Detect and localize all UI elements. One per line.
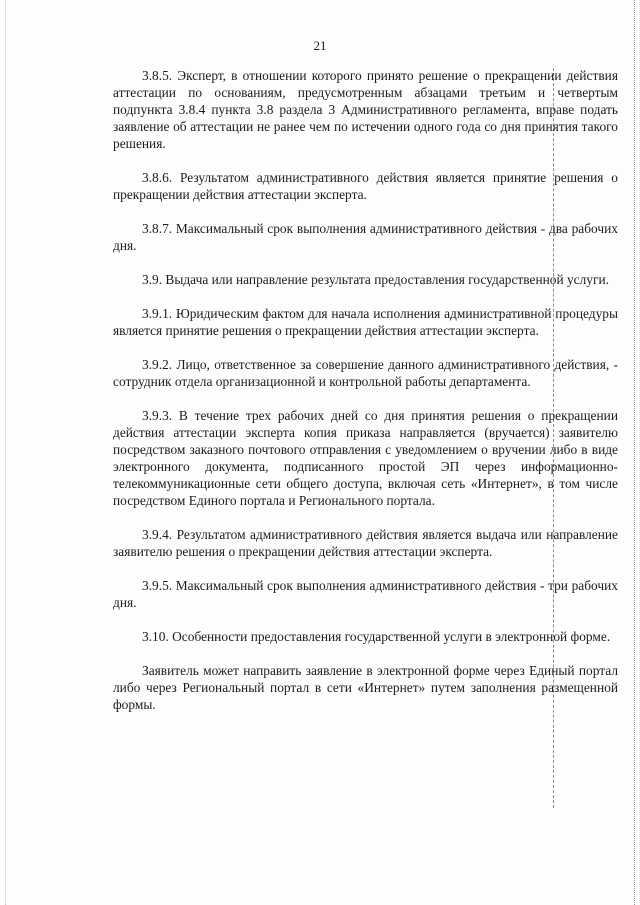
paragraph-3-9-1: 3.9.1. Юридическим фактом для начала исполнения административной процедуры является принятие решения о прекращении действия аттестации эксперта. — [113, 306, 618, 338]
section-heading-3-10: 3.10. Особенности предоставления государственной услуги в электронной форме. — [142, 629, 611, 644]
scan-edge-left — [5, 0, 6, 905]
document-body — [113, 67, 618, 730]
page-number: 21 — [313, 38, 327, 53]
paragraph-3-8-6: 3.8.6. Результатом административного действия является принятие решения о прекращении действия аттестации эксперта. — [113, 170, 618, 202]
paragraph-3-9-4: 3.9.4. Результатом административного действия является выдача или направление заявителю решения о прекращении действия аттестации эксперта. — [113, 527, 618, 559]
paragraph-3-9-3: 3.9.3. В течение трех рабочих дней со дня принятия решения о прекращении действия аттестации эксперта копия приказа направляется (вручается) заявителю посредством заказного почтового отправления с уведомлением о вручении либо в виде электронного документа, подписанного простой ЭП через информационно-телекоммуникационные сети общего доступа, включая сеть «Интернет», в том числе посредством Единого портала и Регионального портала. — [113, 408, 618, 508]
paragraph-3-9-5: 3.9.5. Максимальный срок выполнения административного действия - три рабочих дня. — [113, 578, 618, 610]
paragraph-3-8-5: 3.8.5. Эксперт, в отношении которого принято решение о прекращении действия аттестации по основаниям, предусмотренным абзацами третьим и четвертым подпункта 3.8.4 пункта 3.8 раздела 3 Административного регламента, вправе подать заявление об аттестации не ранее чем по истечении одного года со дня принятия такого решения. — [113, 68, 618, 151]
paragraph-final: Заявитель может направить заявление в электронной форме через Единый портал либо через Региональный портал в сети «Интернет» путем заполнения размещенной формы. — [113, 663, 618, 712]
paragraph-3-8-7: 3.8.7. Максимальный срок выполнения административного действия - два рабочих дня. — [113, 221, 618, 253]
scan-edge-right — [634, 0, 635, 905]
paragraph-3-9-2: 3.9.2. Лицо, ответственное за совершение данного административного действия, - сотрудник отдела организационной и контрольной работы департамента. — [113, 357, 618, 389]
section-heading-3-9: 3.9. Выдача или направление результата предоставления государственной услуги. — [142, 272, 610, 287]
